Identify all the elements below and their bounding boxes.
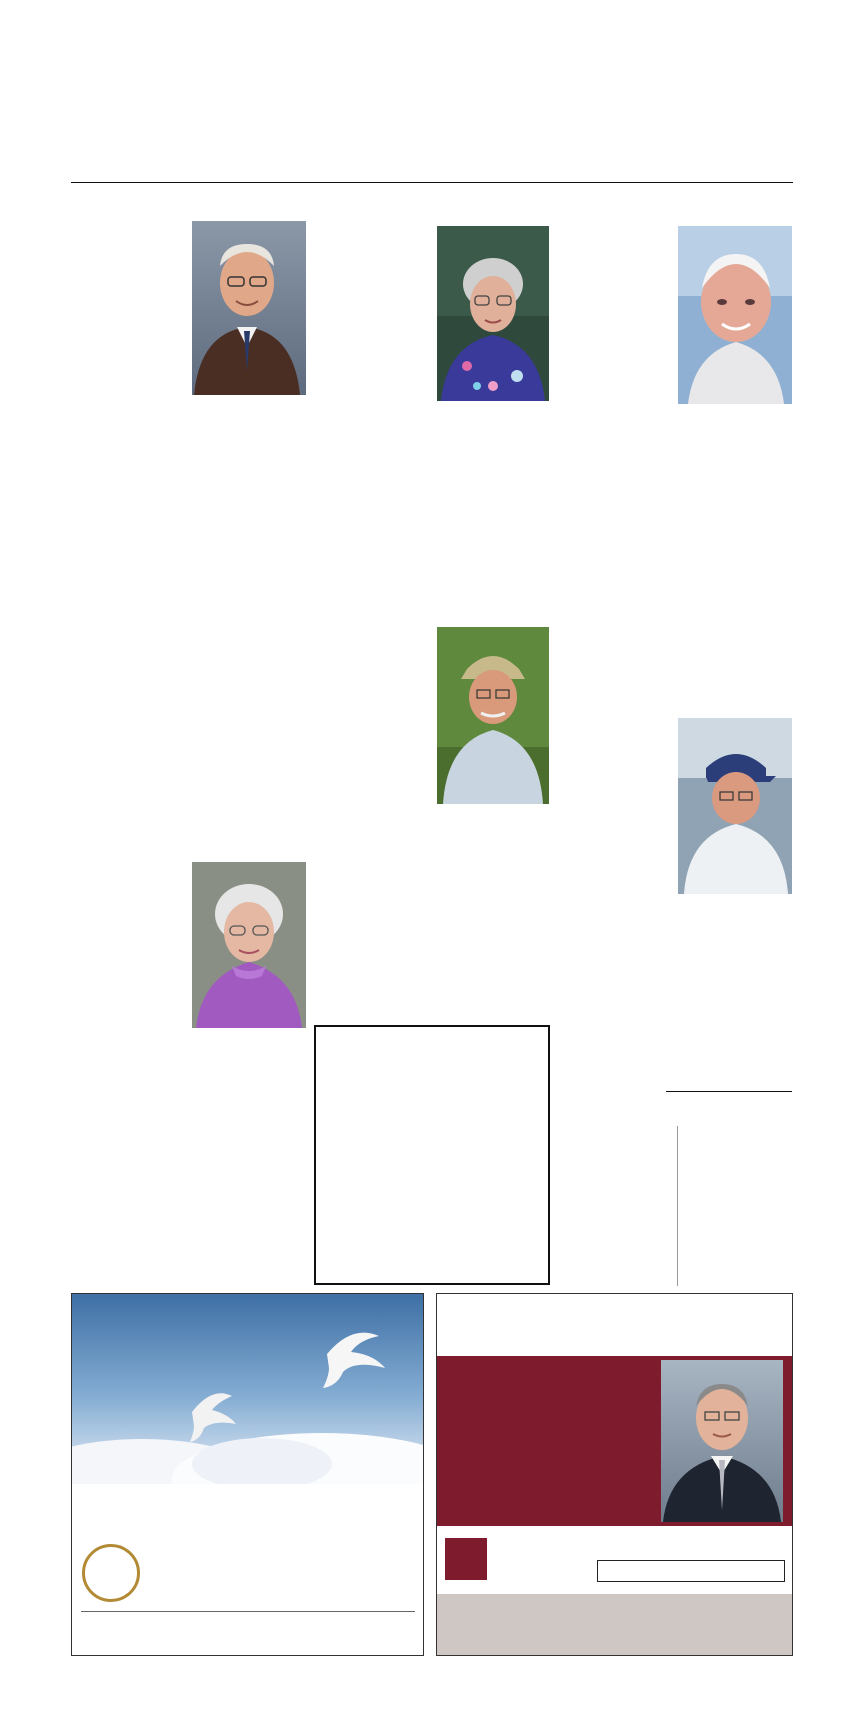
mika-law-ad: [436, 1293, 793, 1656]
church-divider: [677, 1126, 678, 1286]
ad-divider: [81, 1611, 415, 1612]
obit-text-brosius-1: [71, 223, 185, 771]
obit-text-brosius-2: [192, 416, 307, 772]
obit-text-troutman-2: [678, 916, 792, 1096]
photo-william-brosius: [192, 221, 306, 395]
photo-eugenia-jeppson: [192, 862, 306, 1028]
firm-footer-panel: [437, 1594, 793, 1656]
obit-text-donofrio-2: [678, 428, 792, 686]
photo-mary-steckley: [437, 226, 549, 401]
obit-text-stiely-2: [437, 822, 549, 1026]
photo-clair-troutman: [678, 718, 792, 894]
firm-phone-box: [597, 1560, 785, 1582]
obit-text-donofrio-1: [566, 228, 672, 686]
dimon-funeral-ad: [71, 1293, 424, 1656]
sky-doves-illustration: [72, 1294, 424, 1484]
header-rule: [71, 182, 793, 183]
wfj-logo: [445, 1538, 487, 1580]
attorney-portrait: [661, 1360, 783, 1522]
obituary-policy-box: [314, 1025, 550, 1285]
obit-text-stiely-1: [322, 627, 431, 1027]
church-rule: [666, 1091, 792, 1092]
obit-text-steckley-1: [322, 228, 431, 586]
obit-text-jeppson-2: [192, 1049, 307, 1254]
mika-header: [437, 1294, 793, 1353]
obit-text-steckley-2: [437, 425, 549, 589]
photo-dan-donofrio: [678, 226, 792, 404]
photo-donald-stiely: [437, 627, 549, 804]
obit-text-troutman-1: [566, 720, 672, 1098]
dimon-logo-mark: [82, 1544, 140, 1602]
obit-text-jeppson-1: [71, 854, 185, 1254]
